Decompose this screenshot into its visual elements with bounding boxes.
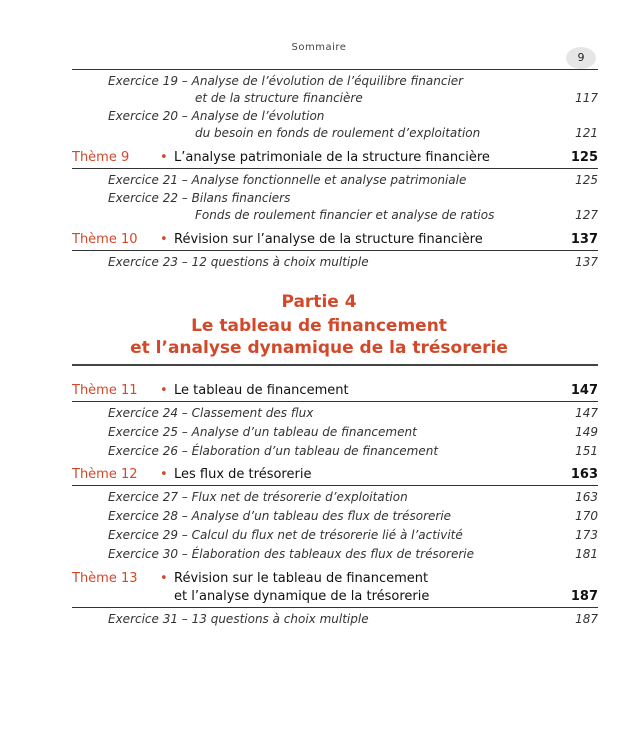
exercise-24-page: 147 [575, 406, 598, 420]
theme-9-title: L’analyse patrimoniale de la structure financière [174, 150, 490, 165]
exercise-19-line2: et de la structure financière [195, 91, 363, 105]
theme-12-label: Thème 12 [72, 467, 138, 482]
exercise-26-line1: Exercice 26 – Élaboration d’un tableau de financement [108, 444, 439, 458]
exercise-20-line1: Exercice 20 – Analyse de l’évolution [108, 109, 325, 123]
theme-11-rule [72, 401, 598, 402]
theme-10-title: Révision sur l’analyse de la structure financière [174, 232, 483, 247]
part-title-line2: et l’analyse dynamique de la trésorerie [130, 338, 508, 358]
theme-9-page: 125 [570, 150, 598, 165]
exercise-28-page: 170 [575, 509, 598, 523]
theme-13-page: 187 [570, 589, 598, 604]
exercise-20-page: 121 [575, 126, 598, 140]
exercise-27-line1: Exercice 27 – Flux net de trésorerie d’exploitation [108, 490, 408, 504]
theme-13-rule [72, 607, 598, 608]
exercise-21-page: 125 [575, 173, 598, 187]
page-number-badge: 9 [566, 47, 596, 69]
exercise-31-line1: Exercice 31 – 13 questions à choix multiple [108, 612, 369, 626]
theme-13-title-line1: Révision sur le tableau de financement [174, 571, 429, 586]
exercise-27-page: 163 [575, 490, 598, 504]
exercise-25-line1: Exercice 25 – Analyse d’un tableau de financement [108, 425, 417, 439]
theme-12-page: 163 [570, 467, 598, 482]
theme-10-page: 137 [570, 232, 598, 247]
running-header: Sommaire [291, 42, 347, 53]
exercise-25-page: 149 [575, 425, 598, 439]
exercise-29-page: 173 [575, 528, 598, 542]
part-rule [72, 364, 598, 366]
theme-9-label: Thème 9 [72, 150, 130, 165]
theme-9-rule [72, 168, 598, 169]
theme-9-bullet: • [160, 150, 168, 165]
exercise-24-line1: Exercice 24 – Classement des flux [108, 406, 314, 420]
exercise-28-line1: Exercice 28 – Analyse d’un tableau des flux de trésorerie [108, 509, 452, 523]
exercise-22-page: 127 [575, 208, 598, 222]
theme-11-bullet: • [160, 383, 168, 398]
theme-11-label: Thème 11 [72, 383, 138, 398]
part-title-line1: Le tableau de financement [191, 316, 447, 336]
theme-13-title-line2: et l’analyse dynamique de la trésorerie [174, 589, 430, 604]
part-label: Partie 4 [281, 292, 357, 312]
exercise-30-line1: Exercice 30 – Élaboration des tableaux des flux de trésorerie [108, 547, 475, 561]
theme-13-label: Thème 13 [72, 571, 138, 586]
theme-11-page: 147 [570, 383, 598, 398]
exercise-26-page: 151 [575, 444, 598, 458]
exercise-23-page: 137 [575, 255, 598, 269]
theme-12-bullet: • [160, 467, 168, 482]
exercise-22-line1: Exercice 22 – Bilans financiers [108, 191, 291, 205]
exercise-19-line1: Exercice 19 – Analyse de l’évolution de l’équilibre financier [108, 74, 464, 88]
exercise-31-page: 187 [575, 612, 598, 626]
theme-12-title: Les flux de trésorerie [174, 467, 312, 482]
exercise-29-line1: Exercice 29 – Calcul du flux net de trésorerie lié à l’activité [108, 528, 463, 542]
theme-12-rule [72, 485, 598, 486]
exercise-19-page: 117 [575, 91, 598, 105]
exercise-23-line1: Exercice 23 – 12 questions à choix multiple [108, 255, 369, 269]
theme-10-bullet: • [160, 232, 168, 247]
theme-13-bullet: • [160, 571, 168, 586]
exercise-21-line1: Exercice 21 – Analyse fonctionnelle et analyse patrimoniale [108, 173, 467, 187]
theme-10-label: Thème 10 [72, 232, 138, 247]
theme-11-title: Le tableau de financement [174, 383, 349, 398]
exercise-22-line2: Fonds de roulement financier et analyse de ratios [195, 208, 495, 222]
theme-10-rule [72, 250, 598, 251]
header-rule [72, 69, 598, 70]
exercise-30-page: 181 [575, 547, 598, 561]
exercise-20-line2: du besoin en fonds de roulement d’exploitation [195, 126, 481, 140]
